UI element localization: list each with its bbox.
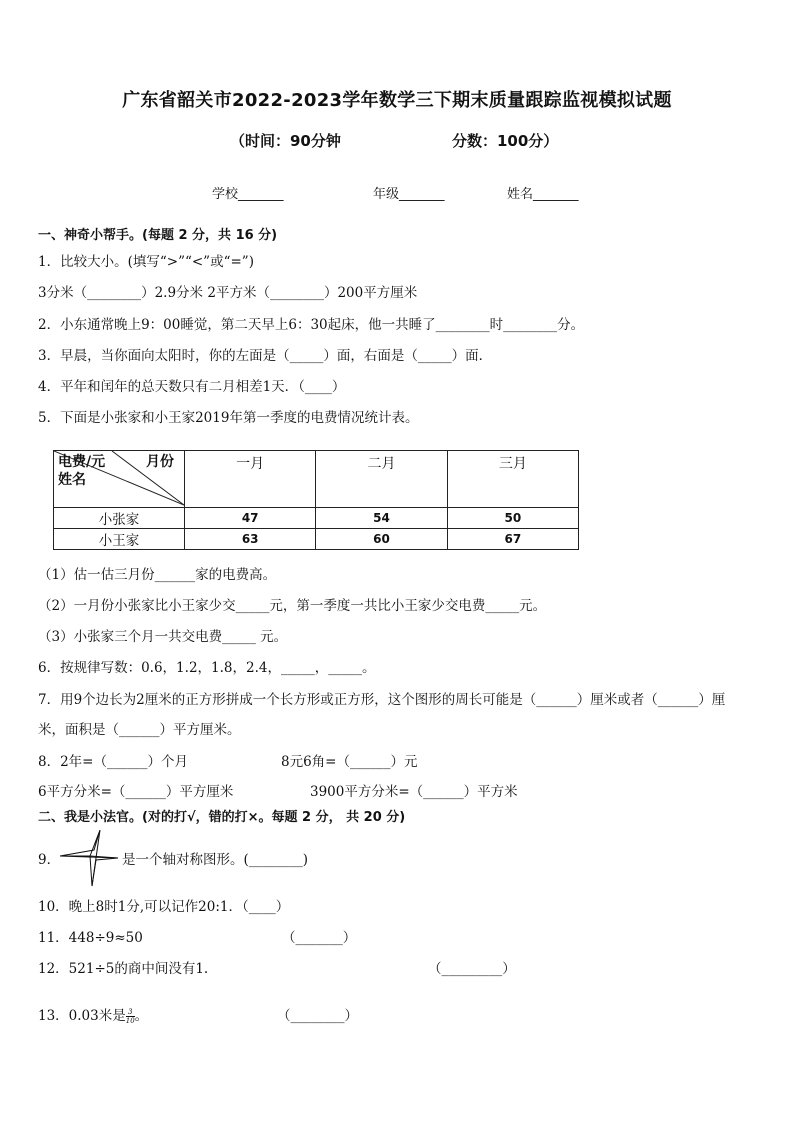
question-12-answer: （_________） xyxy=(428,961,516,977)
section-1-heading: 一、神奇小帮手。(每题 2 分，共 16 分) xyxy=(38,228,278,243)
fee-cell: 47 xyxy=(185,508,316,529)
fee-cell: 67 xyxy=(447,529,578,550)
question-5-1: （1）估一估三月份______家的电费高。 xyxy=(38,567,277,583)
fraction-denominator: 10 xyxy=(125,1017,135,1025)
question-3: 3．早晨，当你面向太阳时，你的左面是（_____）面，右面是（_____）面． xyxy=(38,348,493,364)
question-12: 12．521÷5的商中间没有1. xyxy=(38,961,209,977)
grade-field: 年级_______ xyxy=(373,187,445,202)
name-field: 姓名_______ xyxy=(507,187,579,202)
question-5-3: （3）小张家三个月一共交电费_____ 元。 xyxy=(38,629,288,645)
exam-title: 广东省韶关市2022-2023学年数学三下期末质量跟踪监视模拟试题 xyxy=(122,90,672,111)
section-2-heading: 二、我是小法官。(对的打√，错的打×。每题 2 分， 共 20 分) xyxy=(38,810,406,825)
month-header: 三月 xyxy=(447,451,578,508)
question-13-answer: （________） xyxy=(277,1008,358,1024)
question-6: 6．按规律写数：0.6，1.2，1.8，2.4，_____，_____。 xyxy=(38,660,376,676)
question-8-b: 8元6角=（______）元 xyxy=(281,754,418,770)
month-header: 一月 xyxy=(185,451,316,508)
question-10: 10．晚上8时1分,可以记作20:1．（____） xyxy=(38,899,290,915)
exam-score: 分数：100分） xyxy=(452,132,559,150)
question-5: 5．下面是小张家和小王家2019年第一季度的电费情况统计表。 xyxy=(38,410,419,426)
question-8-d: 3900平方分米=（______）平方米 xyxy=(310,784,518,800)
fraction-numerator: 3 xyxy=(126,1008,135,1017)
school-field: 学校_______ xyxy=(212,187,284,202)
question-7-line-1: 7．用9个边长为2厘米的正方形拼成一个长方形或正方形，这个图形的周长可能是（______）厘米或者（______）厘 xyxy=(38,692,726,708)
question-11: 11．448÷9≈50 xyxy=(38,930,143,946)
question-9: 是一个轴对称图形。(________) xyxy=(122,852,309,868)
month-header: 二月 xyxy=(316,451,447,508)
exam-time: （时间：90分钟 xyxy=(230,132,341,150)
row-name: 小王家 xyxy=(54,529,185,550)
row-name: 小张家 xyxy=(54,508,185,529)
electricity-fee-table xyxy=(53,450,579,550)
question-5-2: （2）一月份小张家比小王家少交_____元，第一季度一共比小王家少交电费_____元。 xyxy=(38,598,547,614)
corner-fee-label: 电费/元 xyxy=(58,454,106,470)
table-corner-cell xyxy=(54,451,185,508)
fee-cell: 60 xyxy=(316,529,447,550)
question-1-items: 3分米（________）2.9分米 2平方米（________）200平方厘米 xyxy=(38,285,418,301)
corner-month-label: 月份 xyxy=(146,454,174,470)
question-1: 1．比较大小。(填写“>”“<”或“=”) xyxy=(38,254,254,270)
question-2: 2．小东通常晚上9：00睡觉，第二天早上6：30起床，他一共睡了________时________分。 xyxy=(38,317,585,333)
table-row xyxy=(54,508,579,529)
question-8-a: 8．2年=（______）个月 xyxy=(38,754,188,770)
question-9-number: 9． xyxy=(38,852,61,868)
fee-cell: 63 xyxy=(185,529,316,550)
corner-name-label: 姓名 xyxy=(58,472,86,488)
table-row xyxy=(54,529,579,550)
pinwheel-figure-icon xyxy=(60,830,122,888)
question-13-end: 。 xyxy=(134,1008,149,1024)
fraction-three-tenths xyxy=(126,1008,135,1025)
question-4: 4．平年和闰年的总天数只有二月相差1天．（____） xyxy=(38,379,346,395)
question-13-text: 13．0.03米是 xyxy=(38,1008,126,1024)
question-7-line-2: 米，面积是（______）平方厘米。 xyxy=(38,722,241,738)
question-8-c: 6平方分米=（______）平方厘米 xyxy=(38,784,234,800)
question-11-answer: （_______） xyxy=(282,930,357,946)
question-13 xyxy=(38,1004,148,1025)
fee-cell: 50 xyxy=(447,508,578,529)
fee-cell: 54 xyxy=(316,508,447,529)
